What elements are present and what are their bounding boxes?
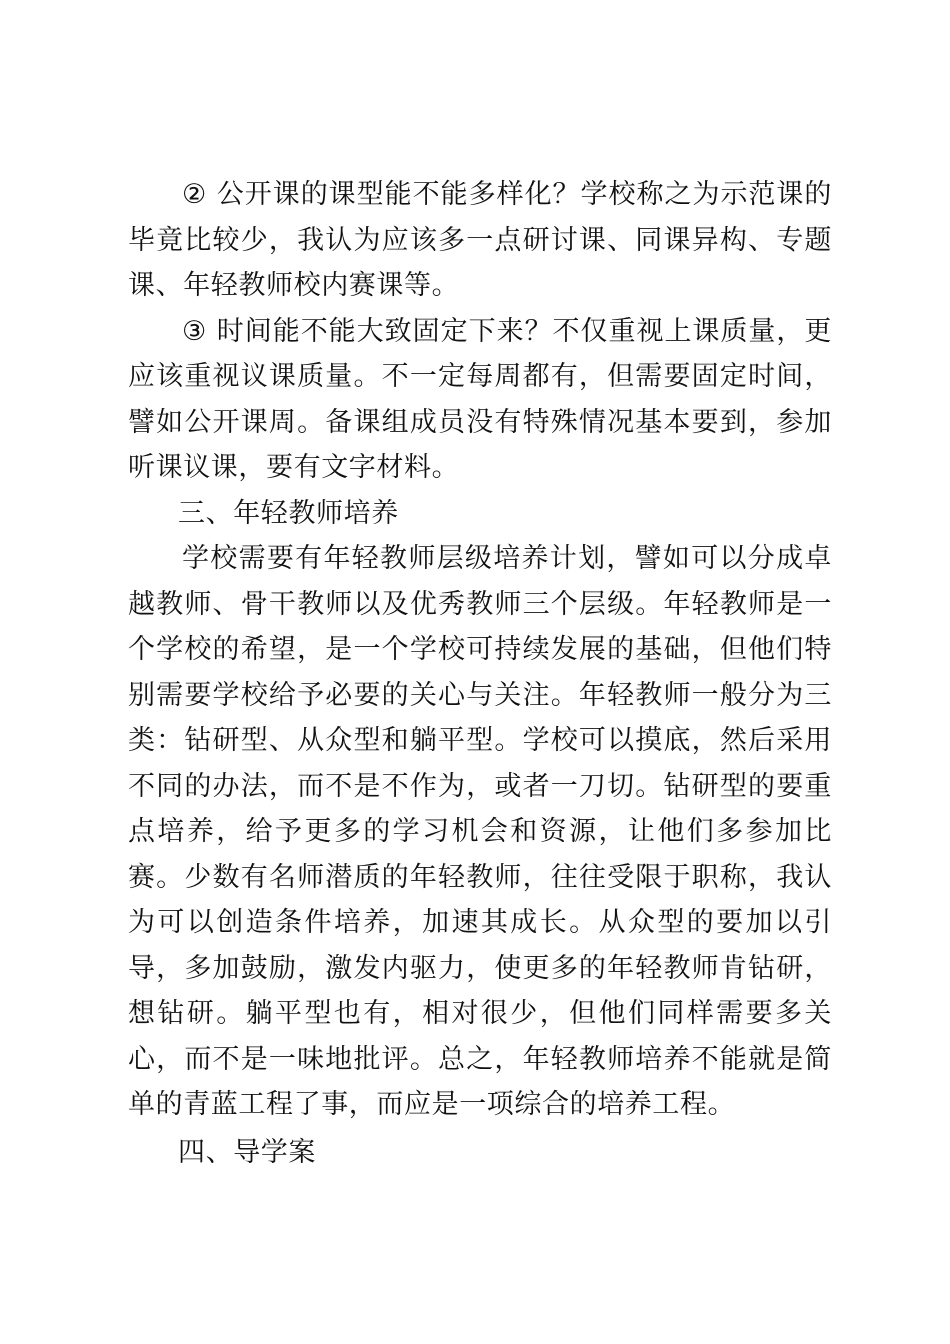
document-body	[128, 172, 832, 1175]
paragraph-item-2: ② 公开课的课型能不能多样化？学校称之为示范课的毕竟比较少，我认为应该多一点研讨课、同课异构、专题课、年轻教师校内赛课等。	[128, 179, 832, 301]
paragraph-young-teachers: 学校需要有年轻教师层级培养计划，譬如可以分成卓越教师、骨干教师以及优秀教师三个层级。年轻教师是一个学校的希望，是一个学校可持续发展的基础，但他们特别需要学校给予必要的关心与关注。年轻教师一般分为三类：钻研型、从众型和躺平型。学校可以摸底，然后采用不同的办法，而不是不作为，或者一刀切。钻研型的要重点培养，给予更多的学习机会和资源，让他们多参加比赛。少数有名师潜质的年轻教师，往往受限于职称，我认为可以创造条件培养，加速其成长。从众型的要加以引导，多加鼓励，激发内驱力，使更多的年轻教师肯钻研，想钻研。躺平型也有，相对很少，但他们同样需要多关心，而不是一味地批评。总之，年轻教师培养不能就是简单的青蓝工程了事，而应是一项综合的培养工程。	[128, 543, 832, 1120]
paragraph-item-3: ③ 时间能不能大致固定下来？不仅重视上课质量，更应该重视议课质量。不一定每周都有，但需要固定时间，譬如公开课周。备课组成员没有特殊情况基本要到，参加听课议课，要有文字材料。	[128, 315, 832, 483]
section-heading-3: 三、年轻教师培养	[178, 497, 399, 529]
section-heading-4: 四、导学案	[178, 1136, 316, 1168]
